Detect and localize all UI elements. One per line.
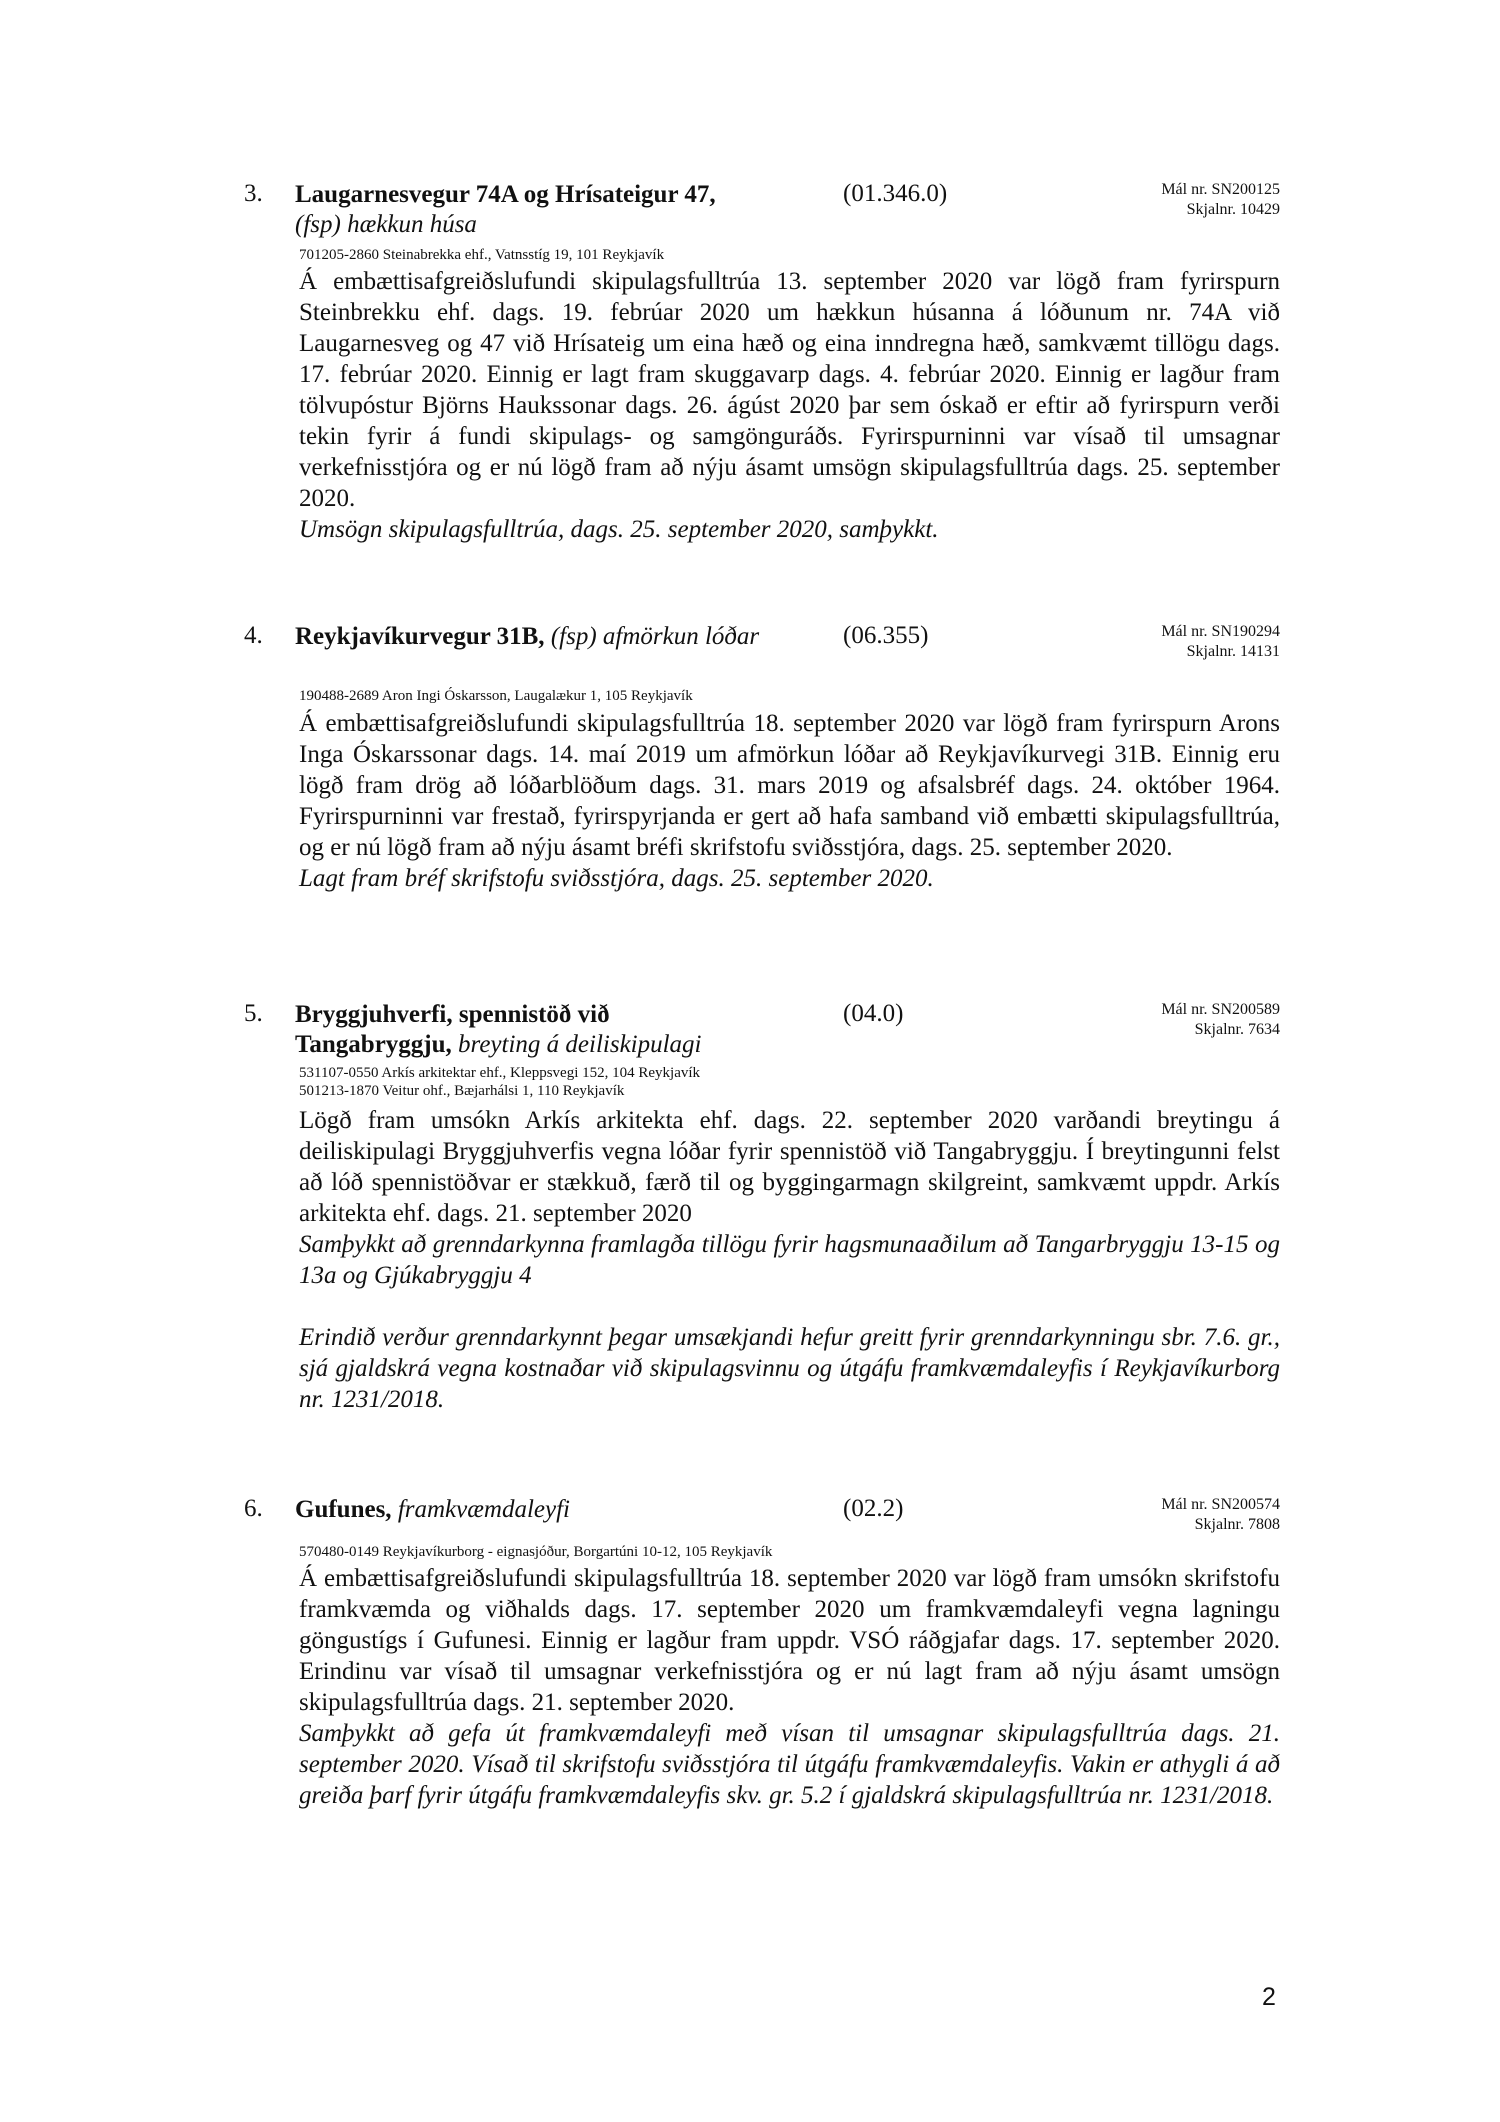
skjalnr: Skjalnr. 14131 (1186, 643, 1280, 660)
skjalnr: Skjalnr. 7634 (1194, 1021, 1280, 1038)
mal-nr: Mál nr. SN200125 (1161, 181, 1280, 198)
item-title (295, 180, 835, 240)
item-code: (06.355) (843, 622, 929, 649)
body-text: Á embættisafgreiðslufundi skipulagsfulltrúa 18. september 2020 var lögð fram umsókn skrifstofu framkvæmda og viðhalds dags. 17. september 2020 um framkvæmdaleyfi vegna lagningu göngustígs í Gufunesi. Einnig er lagður fram uppdr. VSÓ ráðgjafar dags. 17. september 2020. Erindinu var vísað til umsagnar verkefnisstjóra og er nú lagt fram að nýju ásamt umsögn skipulagsfulltrúa dags. 21. september 2020. (299, 1565, 1280, 1716)
item-reference (1161, 622, 1280, 662)
item-reference (1161, 180, 1280, 220)
item-title-bold: Reykjavíkurvegur 31B, (295, 623, 545, 650)
skjalnr: Skjalnr. 10429 (1186, 201, 1280, 218)
item-title (295, 1000, 715, 1060)
item-title-bold: Gufunes, (295, 1496, 392, 1523)
item-body (299, 1105, 1280, 1415)
body-text: Á embættisafgreiðslufundi skipulagsfulltrúa 18. september 2020 var lögð fram fyrirspurn Arons Inga Óskarssonar dags. 14. maí 2019 um afmörkun lóðar að Reykjavíkurvegi 31B. Einnig eru lögð fram drög að lóðarblöðum dags. 31. mars 2019 og afsalsbréf dags. 24. október 1964. Fyrirspurninni var frestað, fyrirspyrjanda er gert að hafa samband við embætti skipulagsfulltrúa, og er nú lögð fram að nýju ásamt bréfi skrifstofu sviðsstjóra, dags. 25. september 2020. (299, 710, 1280, 861)
mal-nr: Mál nr. SN190294 (1161, 623, 1280, 640)
item-number: 5. (244, 1000, 263, 1027)
item-reference (1161, 1495, 1280, 1535)
body-text: Lögð fram umsókn Arkís arkitekta ehf. dags. 22. september 2020 varðandi breytingu á deiliskipulagi Bryggjuhverfis vegna lóðar fyrir spennistöð við Tangabryggju. Í breytingunni felst að lóð spennistöðvar er stækkuð, færð til og byggingarmagn skilgreint, samkvæmt uppdr. Arkís arkitekta ehf. dags. 21. september 2020 (299, 1107, 1280, 1227)
body-text: Á embættisafgreiðslufundi skipulagsfulltrúa 13. september 2020 var lögð fram fyrirspurn Steinbrekku ehf. dags. 19. febrúar 2020 um hækkun húsanna á lóðunum nr. 74A við Laugarnesveg og 47 við Hrísateig um eina hæð og eina inndregna hæð, samkvæmt tillögu dags. 17. febrúar 2020. Einnig er lagt fram skuggavarp dags. 4. febrúar 2020. Einnig er lagður fram tölvupóstur Björns Haukssonar dags. 26. ágúst 2020 þar sem óskað er eftir að fyrirspurn verði tekin fyrir á fundi skipulags- og samgönguráðs. Fyrirspurninni var vísað til umsagnar verkefnisstjóra og er nú lögð fram að nýju ásamt umsögn skipulagsfulltrúa dags. 25. september 2020. (299, 268, 1280, 512)
item-body (299, 708, 1280, 894)
item-title (295, 1495, 815, 1525)
mal-nr: Mál nr. SN200589 (1161, 1001, 1280, 1018)
party-line: 531107-0550 Arkís arkitektar ehf., Kleppsvegi 152, 104 Reykjavík (299, 1065, 701, 1081)
party-line: 570480-0149 Reykjavíkurborg - eignasjóður, Borgartúni 10-12, 105 Reykjavík (299, 1544, 773, 1560)
item-body (299, 1563, 1280, 1811)
party-line: 190488-2689 Aron Ingi Óskarsson, Laugalækur 1, 105 Reykjavík (299, 688, 693, 704)
mal-nr: Mál nr. SN200574 (1161, 1496, 1280, 1513)
item-title-italic: (fsp) afmörkun lóðar (550, 623, 760, 650)
party-line: 501213-1870 Veitur ohf., Bæjarhálsi 1, 110 Reykjavík (299, 1083, 625, 1099)
decision-text: Umsögn skipulagsfulltrúa, dags. 25. september 2020, samþykkt. (299, 516, 939, 543)
item-title-italic: breyting á deiliskipulagi (458, 1031, 702, 1058)
item-title-italic: framkvæmdaleyfi (397, 1496, 570, 1523)
item-title (295, 622, 765, 652)
page-number: 2 (1262, 1983, 1276, 2011)
item-title-bold: Bryggjuhverfi, spennistöð við Tangabryggju, (295, 1001, 610, 1058)
decision-text: Samþykkt að gefa út framkvæmdaleyfi með vísan til umsagnar skipulagsfulltrúa dags. 21. september 2020. Vísað til skrifstofu sviðsstjóra til útgáfu framkvæmdaleyfis. Vakin er athygli á að greiða þarf fyrir útgáfu framkvæmdaleyfis skv. gr. 5.2 í gjaldskrá skipulagsfulltrúa nr. 1231/2018. (299, 1720, 1280, 1809)
item-code: (01.346.0) (843, 180, 948, 207)
item-title-italic: (fsp) hækkun húsa (295, 211, 477, 238)
item-reference (1161, 1000, 1280, 1040)
decision-text: Samþykkt að grenndarkynna framlagða tillögu fyrir hagsmunaaðilum að Tangarbryggju 13-15 og 13a og Gjúkabryggju 4 (299, 1231, 1280, 1289)
item-code: (04.0) (843, 1000, 904, 1027)
item-code: (02.2) (843, 1495, 904, 1522)
item-body (299, 266, 1280, 545)
skjalnr: Skjalnr. 7808 (1194, 1516, 1280, 1533)
item-number: 6. (244, 1495, 263, 1522)
party-line: 701205-2860 Steinabrekka ehf., Vatnsstíg 19, 101 Reykjavík (299, 247, 665, 263)
decision-text: Lagt fram bréf skrifstofu sviðsstjóra, dags. 25. september 2020. (299, 865, 934, 892)
item-title-bold: Laugarnesvegur 74A og Hrísateigur 47, (295, 181, 716, 208)
item-number: 3. (244, 180, 263, 207)
item-number: 4. (244, 622, 263, 649)
decision-text: Erindið verður grenndarkynnt þegar umsækjandi hefur greitt fyrir grenndarkynningu sbr. 7.6. gr., sjá gjaldskrá vegna kostnaðar við skipulagsvinnu og útgáfu framkvæmdaleyfis í Reykjavíkurborg nr. 1231/2018. (299, 1324, 1280, 1413)
paragraph-gap (299, 1291, 1280, 1322)
